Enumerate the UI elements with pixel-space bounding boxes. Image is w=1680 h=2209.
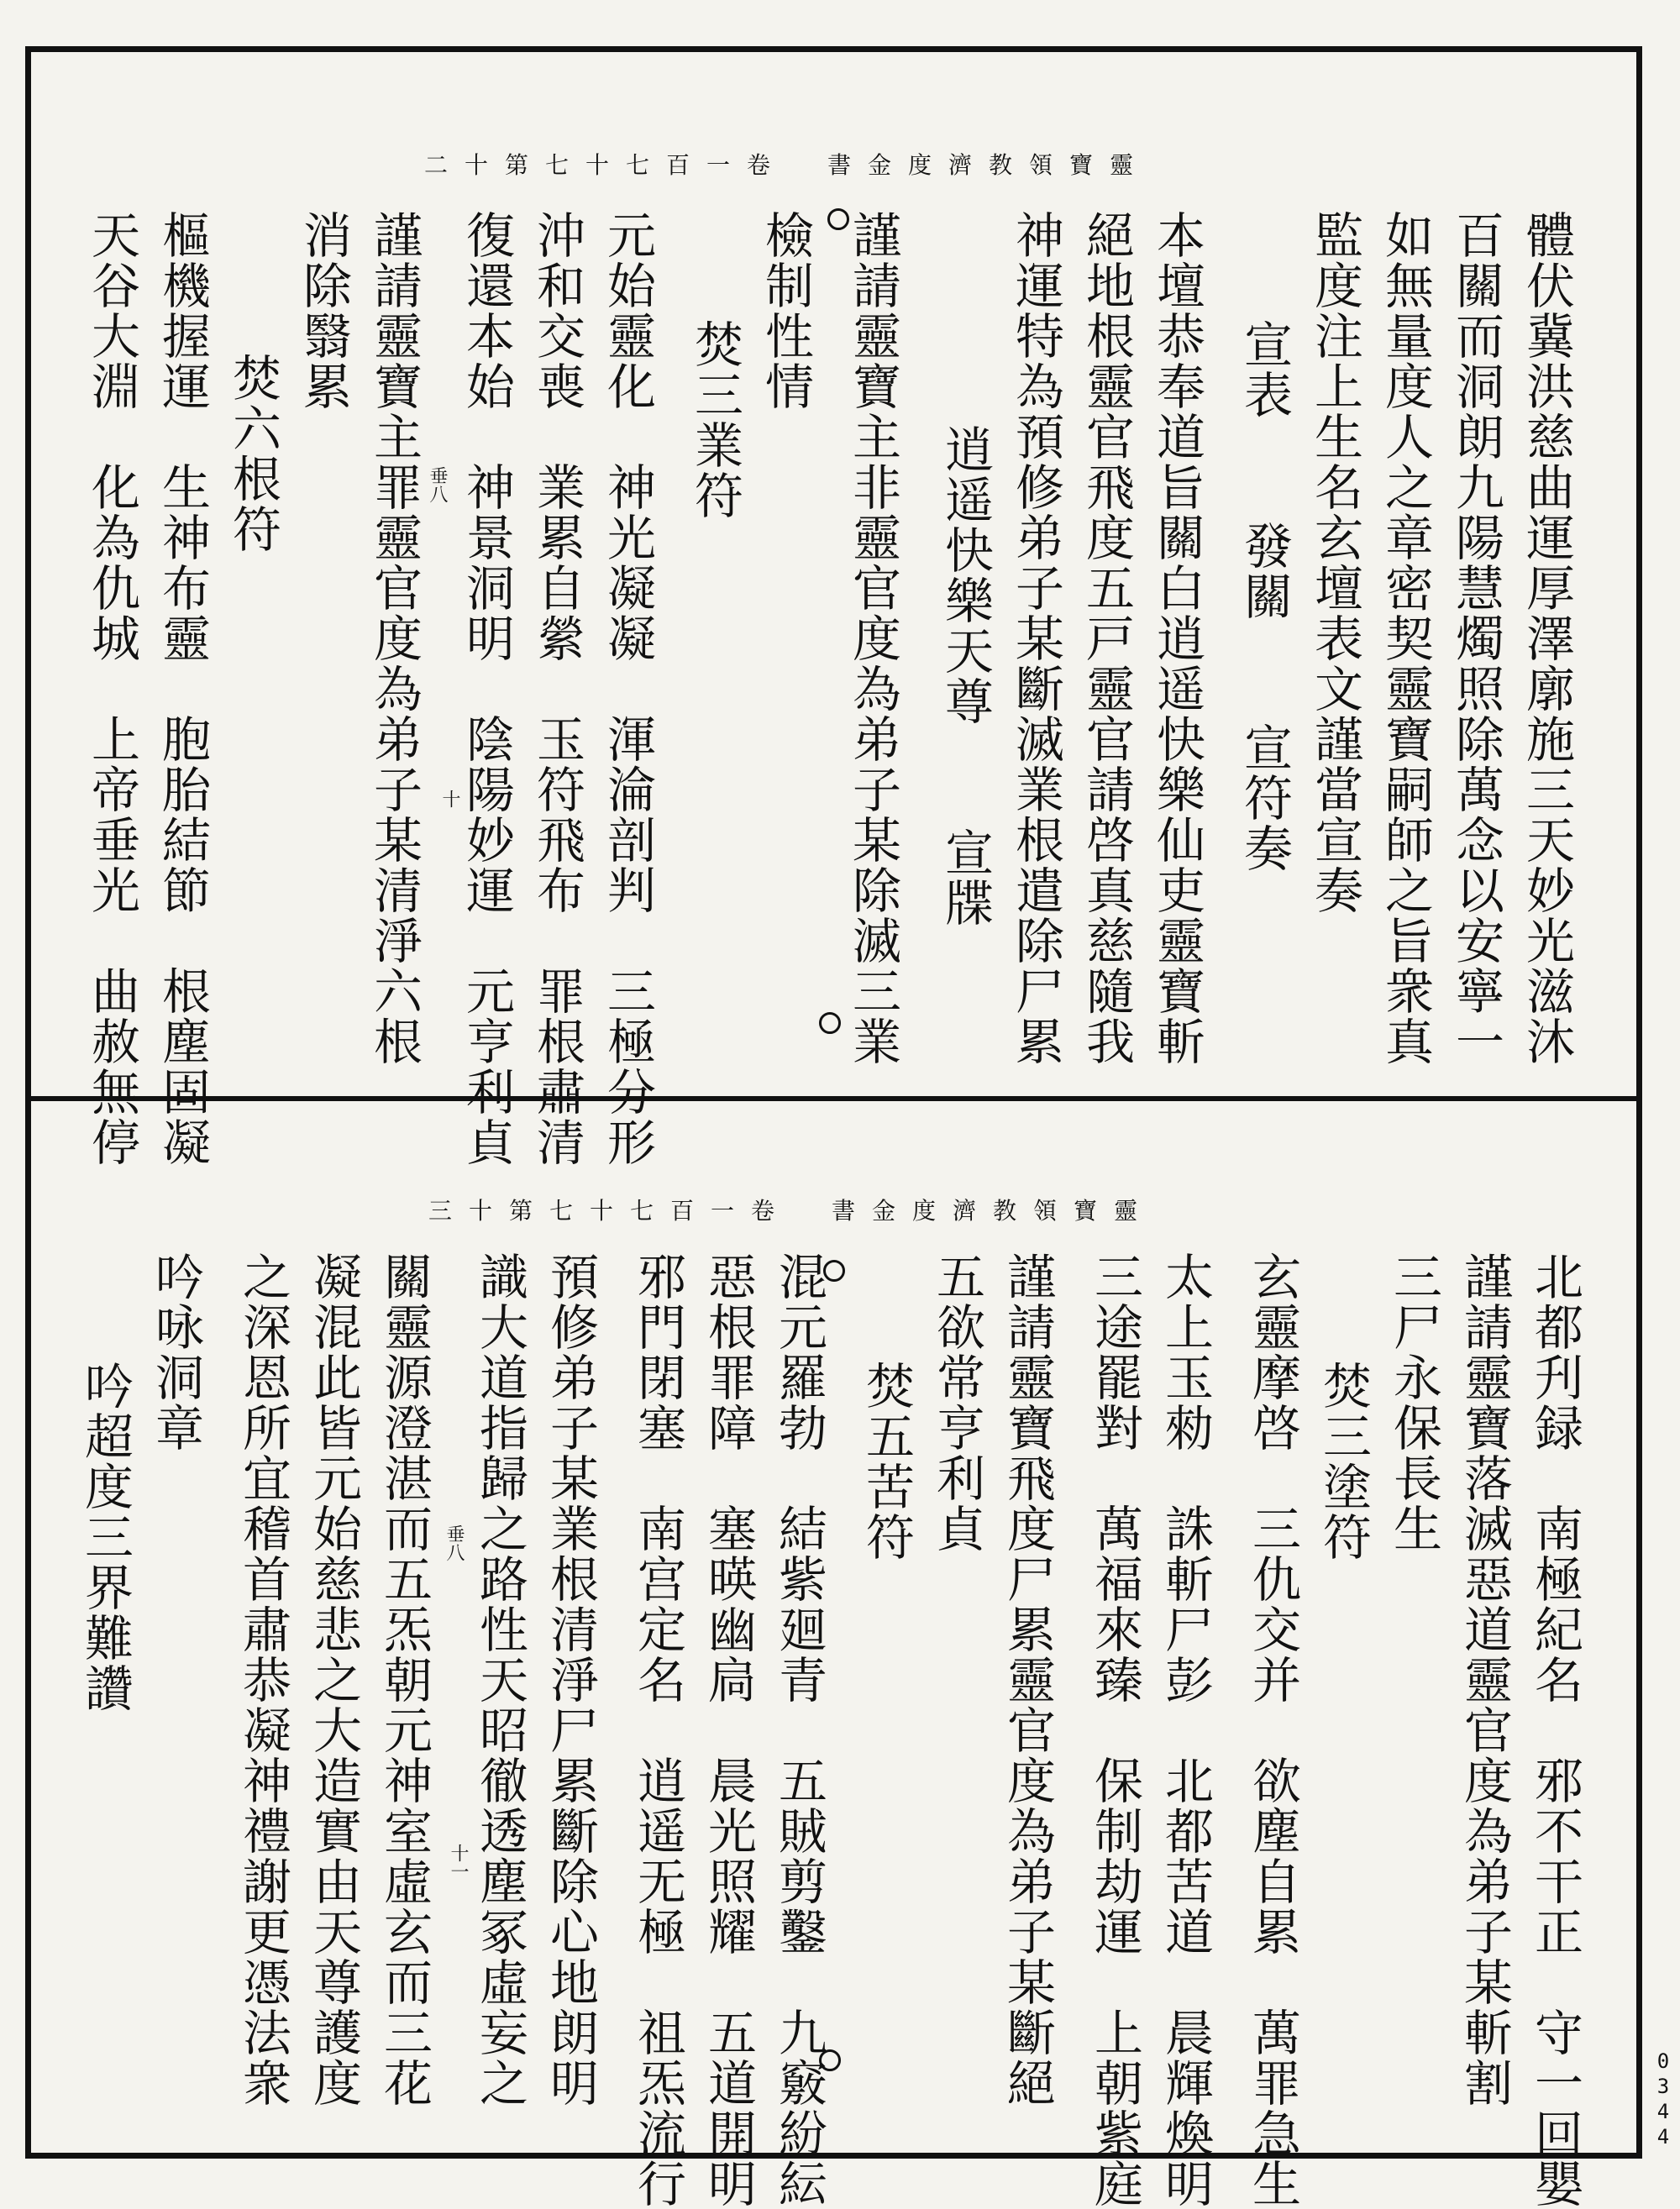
top-column-9: 逍遥快樂天尊 宣牒: [937, 424, 994, 928]
bottom-margin-note: 垂八: [444, 1524, 465, 1561]
bottom-column-13: 邪門閉塞 南宫定名 逍遥无極 祖炁流行: [629, 1251, 686, 2209]
top-column-2: 百關而洞朗九陽慧燭照除萬念以安寧一: [1447, 210, 1504, 1067]
top-column-7: 絕地根靈官飛度五戸靈官請啓真慈隨我: [1078, 210, 1135, 1067]
top-column-12: 焚三業符: [686, 319, 743, 521]
bottom-column-15: 識大道指歸之路性天昭徹透塵冢虛妄之: [471, 1251, 528, 2108]
top-column-18: 焚六根符: [224, 353, 281, 554]
top-column-20: 天谷大淵 化為仇城 上帝垂光 曲赦無停: [83, 210, 140, 1167]
bottom-column-18: 之深恩所宜稽首肅恭凝神禮謝更憑法衆: [234, 1251, 291, 2108]
top-column-13: 元始靈化 神光凝凝 渾淪剖判 三極分形: [599, 210, 656, 1167]
bottom-column-4: 焚三塗符: [1315, 1361, 1372, 1562]
bottom-column-1: 北都刋録 南極紀名 邪不干正 守一回嬰: [1526, 1251, 1583, 2209]
top-column-10: 謹請靈寶主非靈官度為弟子某除滅三業: [844, 210, 901, 1067]
top-column-19: 樞機握運 生神布靈 胞胎結節 根塵固凝: [154, 210, 211, 1167]
top-margin-note: 垂八: [427, 466, 448, 503]
bottom-column-14: 預修弟子某業根清淨尸累斷除心地朗明: [542, 1251, 599, 2108]
punctuation-circle: [819, 1012, 841, 1034]
top-column-4: 監度注上生名玄壇表文謹當宣奏: [1306, 210, 1363, 916]
bottom-column-2: 謹請靈寶落滅惡道靈官度為弟子某斬割: [1456, 1251, 1513, 2108]
top-column-8: 神運特為預修弟子某斷滅業根遣除尸累: [1007, 210, 1064, 1067]
top-column-1: 體伏冀洪慈曲運厚澤廓施三天妙光滋沐: [1518, 210, 1575, 1067]
top-column-16: 謹請靈寶主罪靈官度為弟子某清淨六根: [365, 210, 423, 1067]
bottom-column-12: 惡根罪障 塞暎幽扃 晨光照耀 五道開明: [700, 1251, 757, 2209]
bottom-column-17: 凝混此皆元始慈悲之大造實由天尊護度: [305, 1251, 362, 2108]
punctuation-circle: [819, 2049, 841, 2071]
half-divider: [25, 1096, 1642, 1101]
bottom-margin-note-2: 十一: [448, 1844, 469, 1881]
bottom-column-20: 吟超度三界難讚: [76, 1361, 134, 1713]
bottom-column-10: 焚五苦符: [858, 1361, 915, 1562]
bottom-running-header: 靈寶領教濟度金書 卷一百七十七第十三: [428, 1197, 1155, 1225]
bottom-column-7: 三途罷對 萬福來臻 保制劫運 上朝紫庭: [1086, 1251, 1143, 2209]
bottom-column-8: 謹請靈寶飛度尸累靈官度為弟子某斷絕: [999, 1251, 1056, 2108]
top-column-14: 沖和交喪 業累自縈 玉符飛布 罪根肅清: [528, 210, 585, 1167]
top-column-6: 本壇恭奉道旨關白逍遥快樂仙吏靈寶斬: [1148, 210, 1205, 1067]
bottom-column-5: 玄靈摩啓 三仇交并 欲塵自累 萬罪急生: [1244, 1251, 1301, 2209]
top-running-header: 靈寶領教濟度金書 卷一百七十七第十二: [424, 151, 1151, 179]
bottom-column-6: 太上玉勑 誅斬尸彭 北都苦道 晨輝煥明: [1157, 1251, 1214, 2209]
bottom-column-3: 三尸永保長生: [1385, 1251, 1442, 1554]
bottom-column-11: 混元羅勃 結紫廻青 五賊剪鑿 九竅紛紜: [770, 1251, 827, 2209]
page-number: 0344: [1651, 2049, 1675, 2150]
punctuation-circle: [823, 1260, 845, 1282]
top-column-3: 如無量度人之章密契靈寶嗣師之旨衆真: [1377, 210, 1434, 1067]
bottom-column-19: 吟咏洞章: [147, 1251, 204, 1453]
top-column-5: 宣表 發關 宣符奏: [1236, 319, 1293, 874]
top-column-15: 復還本始 神景洞明 陰陽妙運 元亨利貞: [458, 210, 515, 1167]
punctuation-circle: [827, 208, 849, 230]
bottom-column-16: 關靈源澄湛而五炁朝元神室虛玄而三花: [375, 1251, 433, 2108]
bottom-column-9: 五欲常亨利貞: [928, 1251, 985, 1554]
top-margin-note-2: 十: [439, 790, 460, 808]
top-column-17: 消除翳累: [295, 210, 352, 412]
top-column-11: 檢制性情: [757, 210, 814, 412]
